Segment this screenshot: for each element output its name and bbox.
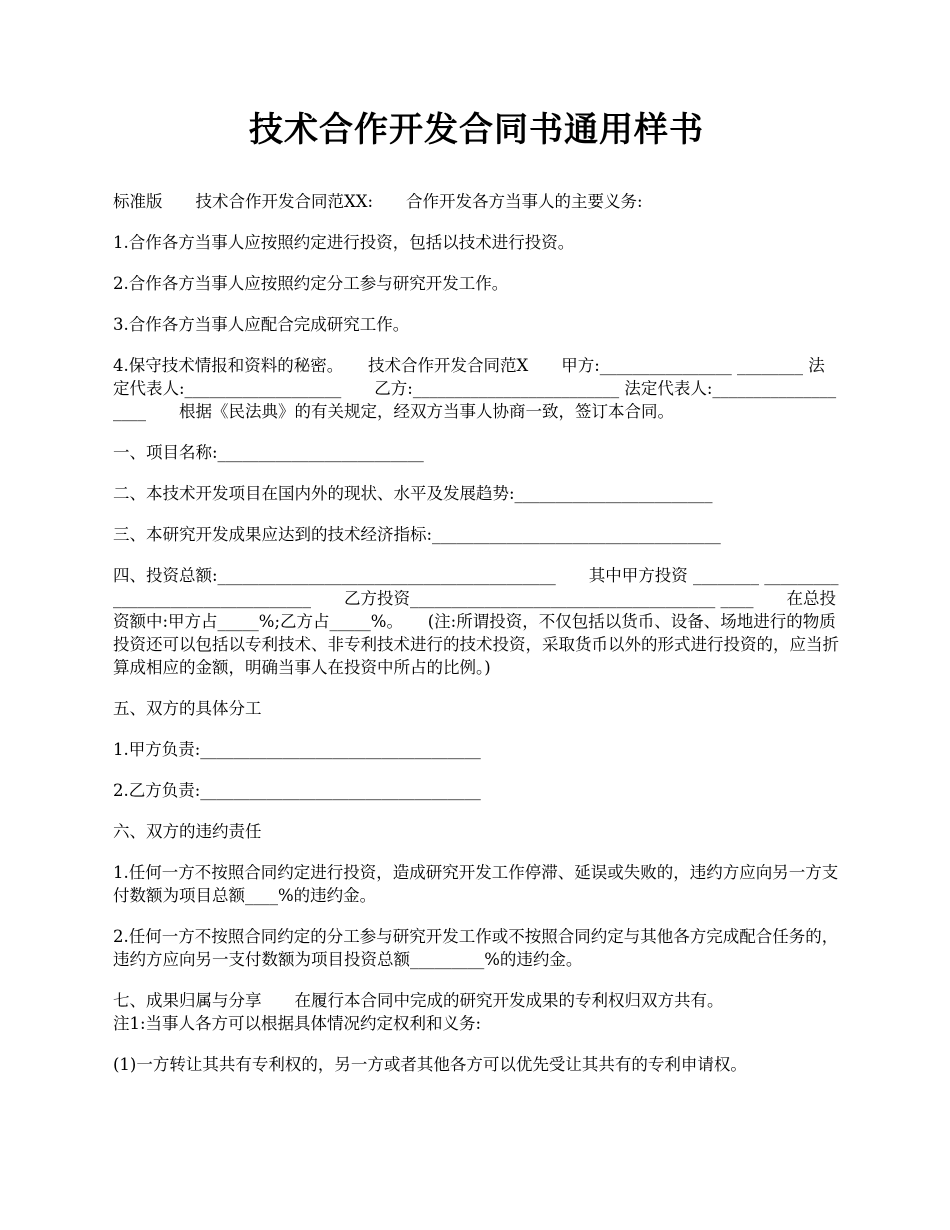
section-current-status: 二、本技术开发项目在国内外的现状、水平及发展趋势:________________________ [113, 484, 713, 503]
division-party-b: 2.乙方负责:__________________________________ [113, 781, 481, 800]
division-party-a: 1.甲方负责:__________________________________ [113, 740, 481, 759]
document-title: 技术合作开发合同书通用样书 [249, 110, 704, 150]
liability-item-1: 1.任何一方不按照合同约定进行投资，造成研究开发工作停滞、延误或失败的，违约方应向另一方支付数额为项目总额____%的违约金。 [113, 863, 839, 905]
section-investment: 四、投资总额:_________________________________________ 其中甲方投资 ________ _________________________________ 乙方投资_____________________________________ ____ 在总投资额中:甲方占_____%;乙方占_____%。 (注:所谓投资，不仅包括以货币、设备、场地进行的物质投资还可以包括以专利技术、非专利技术进行的技术投资，采取货币以外的形式进行投资的，应当折算成相应的金额，明确当事人在投资中所占的比例。) [113, 566, 839, 677]
obligation-item-1: 1.合作各方当事人应按照约定进行投资，包括以技术进行投资。 [113, 233, 575, 252]
section-project-name: 一、项目名称:_________________________ [113, 443, 424, 462]
intro-paragraph: 标准版 技术合作开发合同范XX: 合作开发各方当事人的主要义务: [113, 192, 643, 211]
obligation-item-3: 3.合作各方当事人应配合完成研究工作。 [113, 315, 410, 334]
note-1-item-1: (1)一方转让其共有专利权的，另一方或者其他各方可以优先受让其共有的专利申请权。 [113, 1055, 747, 1074]
section-results-ownership: 七、成果归属与分享 在履行本合同中完成的研究开发成果的专利权归双方共有。 [113, 991, 724, 1010]
section-division-heading: 五、双方的具体分工 [113, 699, 262, 718]
liability-item-2: 2.任何一方不按照合同约定的分工参与研究开发工作或不按照合同约定与其他各方完成配合任务的，违约方应向另一支付数额为项目投资总额_________%的违约金。 [113, 927, 839, 969]
section-technical-indicators: 三、本研究开发成果应达到的技术经济指标:___________________________________ [113, 525, 721, 544]
note-1: 注1:当事人各方可以根据具体情况约定权利和义务: [113, 1014, 482, 1033]
obligation-item-2: 2.合作各方当事人应按照约定分工参与研究开发工作。 [113, 274, 509, 293]
parties-paragraph: 4.保守技术情报和资料的秘密。 技术合作开发合同范X 甲方:________________ ________ 法定代表人:___________________ 乙方:_________________________ 法定代表人:___________________ 根据《民法典》的有关规定，经双方当事人协商一致，签订本合同。 [113, 356, 837, 421]
section-liability-heading: 六、双方的违约责任 [113, 822, 262, 841]
